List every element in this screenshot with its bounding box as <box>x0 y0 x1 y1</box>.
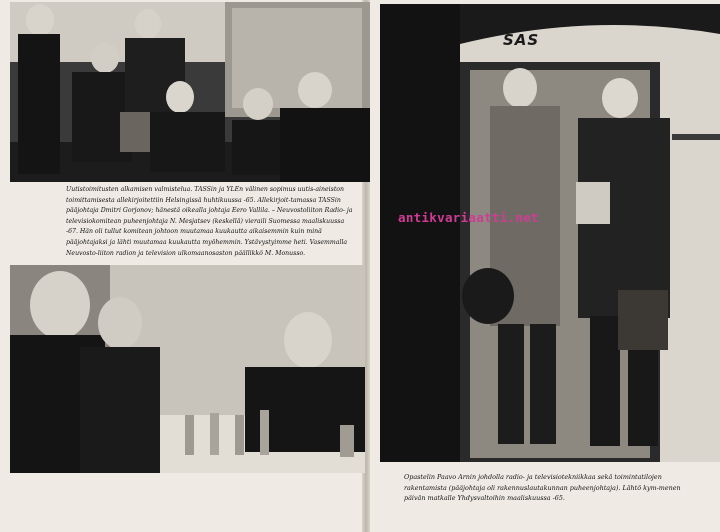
sas-logo: SAS <box>503 31 540 49</box>
photo-delegation-meeting <box>10 265 365 473</box>
watermark-text: antikvariaatti.net <box>398 210 539 225</box>
caption-agreement: Uutistoimitusten alkamisen valmistelua. TASSin ja YLEn välinen sopimus uutis-aineiston toimittamisesta allekirjoitettiin Helsingissä huhtikuussa -65. Allekirjoit-tamassa TASSin pääjohtaja Dmitri Gorjonov; hänestä oikealla johtaja Eero Vallila. – Neuvostoliiton Radio- ja televisiokomitean puheenjohtaja N. Mesjatsev (keskellä) vieraili Suomessa maaliskuussa -67. Hän oli tullut komitean johtoon muutamaa kuukautta aikaisemmin kuin minä pääjohtajaksi ja lähti muutamaa kuukautta myöhemmin. Ystävystyimme heti. Vasemmalla Neuvosto-liiton radion ja television ulkomaanosaston päällikkö M. Monusso. <box>66 186 353 257</box>
photo-agreement-signing <box>10 2 370 182</box>
photo-airplane-departure <box>380 4 720 462</box>
caption-departure: Opastelin Paavo Arnin johdolla radio- ja televisiotekniikkaa sekä toimintatilojen rakentamista (pääjohtaja oli rakennuslautakunnan puheenjohtaja). Lähtö kym-menen päivän matkalle Yhdysvaltoihin maaliskuussa -65. <box>404 473 681 503</box>
